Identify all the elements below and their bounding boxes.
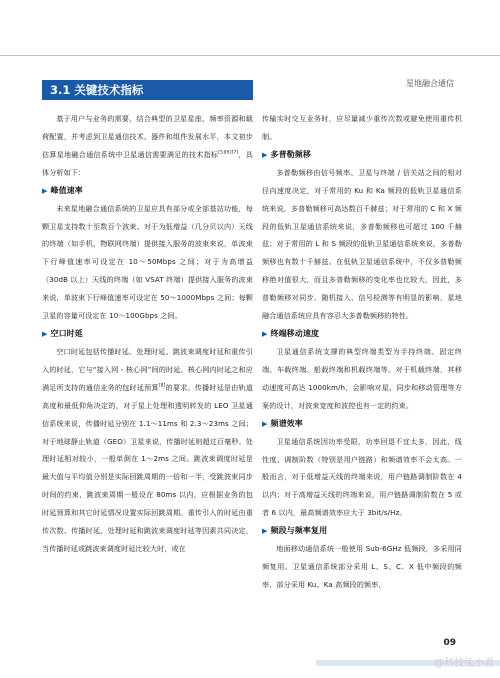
paragraph-peak-rate: 未来星地融合通信系统的卫星应具有部分或全部基站功能，每颗卫星支持数十至数百个波束。对于为低增益（几分贝以内）天线的终端（如手机、物联网终端）提供接入服务的波束来说，单波束下行峰值速率可设定在 10～50Mbps 之间；对于为高增益（30dB 以上）天线的终端（如 VSAT 终端）提供接入服务的波束来说，单波束下行峰值速率可设定在 50～1000Mbps 之间；每颗卫星的容量可设定在 10～100Gbps 之间。	[42, 203, 253, 321]
header-divider	[0, 55, 500, 56]
triangle-bullet-icon: ▶	[42, 186, 48, 195]
intro-paragraph: 基于用户与业务的需要，结合典型的卫星星座、频率资源和载荷配置，并考虑到卫星通信技术、器件和组件发展水平，本文初步估算星地融合通信系统中卫星通信需要满足的技术指标[5][6][7]，具体分析如下：	[42, 114, 254, 177]
subheading-frequency-reuse: ▶ 频段与频率复用	[262, 526, 328, 536]
paragraph-terminal-speed: 卫星通信系统支撑的典型终端类型为手持终端、固定终端、车载终端、船载终端和机载终端等。对于机载终端，其移动速度可高达 1000km/h，会影响对星、同步和移动管理等方案的设计，对波束宽度和波控也有一定的约束。	[262, 346, 462, 410]
triangle-bullet-icon: ▶	[262, 329, 268, 338]
paragraph-doppler: 多普勒频移由信号频率、卫星与终端 / 信关站之间的相对径向速度决定，对于常用的 Ku 和 Ka 频段的低轨卫星通信系统来说，多普勒频移可高达数百千赫兹；对于常用的 C 和 X 频段的低轨卫星通信系统来说，多普勒频移也可超过 100 千赫兹；对于常用的 L 和 S 频段的低轨卫星通信系统来说，多普勒频移也有数十千赫兹。在低轨卫星通信系统中，不仅多普勒频移绝对值很大，而且多普勒频移的变化率也比较大，因此，多普勒频移对同步、随机接入、信号检测等有明显的影响，星地融合通信系统应具有容忍大多普勒频移的特性。	[262, 167, 462, 321]
paragraph-latency: 空口时延包括传播时延、处理时延、跳波束调度时延和重传引入的时延，它与“接入网 - 核心网”间的时延、核心网内时延之和应满足所支持的通信业务的包时延预算[8]的要求。传播时延是由轨道高度和最低仰角决定的，对于星上处理和透明转发的 LEO 卫星通信系统来说，传播时延分别在 1.1～11ms 和 2.3～23ms 之间；对于地球静止轨道（GEO）卫星来说，传播时延则超过百毫秒。处理时延相对较小，一般单倒在 1～2ms 之间。跳波束调度时延是最大值与平均值分别是实际回跳周期的一倍和一半，受跳波束同步时间的约束，跳波束周期一般设在 80ms 以内，应根据业务的包时延预算和其它时延情况设置实际回跳周期。重传引入的时延由重传次数、传播时延、处理时延和跳波束调度时延等因素共同决定，当传播时延或跳波束调度时延比较大时，或在	[42, 346, 253, 553]
section-title: 3.1 关键技术指标	[50, 83, 144, 97]
citation: [5][6][7]	[218, 150, 239, 156]
page-number: 09	[443, 638, 456, 648]
subheading-terminal-speed: ▶ 终端移动速度	[262, 328, 320, 338]
paragraph-frequency-reuse: 地面移动通信系统一般使用 Sub-6GHz 低频段，多采用同频复用。卫星通信系统部分采用 L、S、C、X 低中频段的频率，部分采用 Ku、Ka 高频段的频率，	[262, 544, 462, 589]
triangle-bullet-icon: ▶	[42, 329, 48, 338]
right-column	[262, 110, 462, 594]
triangle-bullet-icon: ▶	[262, 150, 268, 159]
header-title: 星地融合通信	[406, 79, 454, 88]
paragraph-spectral-efficiency: 卫星通信系统因功率受限，功率回退不宜太多，因此，线性度、调制阶数（特别是用户链路）和频谱效率不会太高。一般而言，对于低增益天线的终端来说，用户链路调制阶数在 4 以内；对于高增益天线的终端来说，用户链路调制阶数在 5 或者 6 以内，最高频谱效率应大于 3bit/s/Hz。	[262, 436, 462, 518]
watermark: @科技兔小喜	[434, 658, 494, 669]
section-title-bar	[42, 80, 253, 100]
paragraph-continued: 传输实时交互业务时，应尽量减少重传次数或避免使用重传机制。	[262, 114, 462, 141]
citation: [8]	[158, 383, 166, 389]
triangle-bullet-icon: ▶	[262, 419, 268, 428]
triangle-bullet-icon: ▶	[262, 527, 268, 536]
subheading-latency: ▶ 空口时延	[42, 328, 83, 338]
left-column	[42, 110, 253, 558]
subheading-peak-rate: ▶ 峰值速率	[42, 185, 83, 195]
subheading-spectral-efficiency: ▶ 频谱效率	[262, 418, 303, 428]
subheading-doppler: ▶ 多普勒频移	[262, 149, 311, 159]
